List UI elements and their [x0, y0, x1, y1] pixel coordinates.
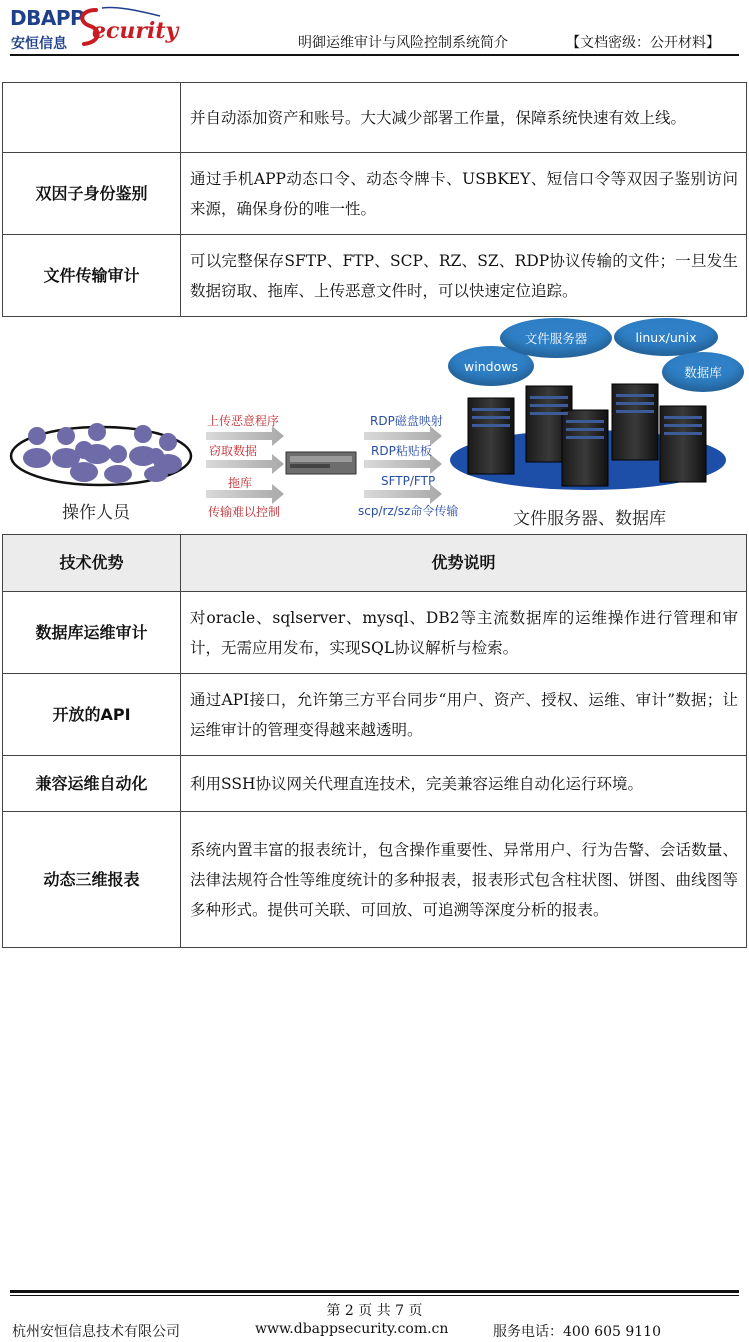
advantage-description-cell: 通过API接口，允许第三方平台同步“用户、资产、授权、运维、审计”数据；让运维审计的管理变得越来越透明。: [181, 674, 747, 756]
table-row: [3, 812, 747, 948]
footer-company-name: 杭州安恒信息技术有限公司: [12, 1324, 180, 1340]
advantage-description-cell: 利用SSH协议网关代理直连技术，完美兼容运维自动化运行环境。: [181, 756, 747, 812]
feature-description-cell: 并自动添加资产和账号。大大减少部署工作量，保障系统快速有效上线。: [181, 83, 747, 153]
blue-label-sftp-ftp: SFTP/FTP: [381, 474, 436, 488]
right-arrows: [364, 426, 442, 504]
left-arrows: [206, 426, 284, 504]
company-logo: [10, 4, 179, 52]
bubble-windows: windows: [448, 346, 534, 386]
advantage-description-cell: 系统内置丰富的报表统计，包含操作重要性、异常用户、行为告警、会话数量、法律法规符合性等维度统计的多种报表，报表形式包含柱状图、饼图、曲线图等多种形式。提供可关联、可回放、可追溯等深度分析的报表。: [181, 812, 747, 948]
footer-service-phone: 服务电话：400 605 9110: [493, 1324, 661, 1340]
advantage-name-cell: 开放的API: [3, 674, 181, 756]
table-row: [3, 235, 747, 317]
blue-label-rdp-disk: RDP磁盘映射: [370, 414, 443, 428]
server-racks: [468, 384, 706, 486]
footer-divider-thick: [10, 1290, 739, 1293]
bubble-linux-unix: linux/unix: [614, 318, 718, 356]
document-secret-level: 【文档密级：公开材料】: [566, 35, 720, 51]
page-number: 第 2 页 共 7 页: [326, 1303, 423, 1319]
servers-caption: 文件服务器、数据库: [513, 509, 666, 529]
advantages-table: [2, 534, 747, 948]
advantage-name-cell: 动态三维报表: [3, 812, 181, 948]
footer-divider-thin: [10, 1295, 739, 1296]
bastion-host-device: [286, 452, 356, 474]
red-label-hard-to-control: 传输难以控制: [208, 505, 281, 519]
table-row: [3, 153, 747, 235]
logo-text-security: ecurity: [92, 18, 179, 44]
advantage-name-cell: 兼容运维自动化: [3, 756, 181, 812]
blue-label-scp-rz-sz: scp/rz/sz命令传输: [358, 504, 459, 518]
operators-caption: 操作人员: [62, 503, 130, 523]
table-row: [3, 756, 747, 812]
table-row: [3, 592, 747, 674]
feature-name-cell: 文件传输审计: [3, 235, 181, 317]
page-header: [0, 0, 749, 56]
advantage-name-cell: 数据库运维审计: [3, 592, 181, 674]
table-row: [3, 674, 747, 756]
bubble-file-server: 文件服务器: [500, 318, 612, 358]
feature-name-cell: 双因子身份鉴别: [3, 153, 181, 235]
logo-text-cn: 安恒信息: [11, 36, 67, 52]
red-label-upload-malware: 上传恶意程序: [207, 414, 280, 428]
bubble-database: 数据库: [662, 352, 744, 392]
file-transfer-audit-diagram: [0, 318, 749, 532]
table-row: [3, 83, 747, 153]
blue-label-rdp-clipboard: RDP粘贴板: [371, 444, 432, 458]
red-label-drag-db: 拖库: [228, 476, 253, 490]
table-header-row: [3, 535, 747, 592]
footer-website-link[interactable]: www.dbappsecurity.com.cn: [255, 1321, 449, 1337]
red-label-data-theft: 窃取数据: [209, 444, 258, 458]
column-header-advantage: 技术优势: [3, 535, 181, 592]
column-header-description: 优势说明: [181, 535, 747, 592]
document-title: 明御运维审计与风险控制系统简介: [298, 35, 508, 51]
header-divider: [10, 54, 739, 56]
feature-table: [2, 82, 747, 317]
advantage-description-cell: 对oracle、sqlserver、mysql、DB2等主流数据库的运维操作进行管理和审计，无需应用发布，实现SQL协议解析与检索。: [181, 592, 747, 674]
logo-text-en: DBAPP: [10, 6, 85, 30]
feature-name-cell: [3, 83, 181, 153]
feature-description-cell: 可以完整保存SFTP、FTP、SCP、RZ、SZ、RDP协议传输的文件；一旦发生数据窃取、拖库、上传恶意文件时，可以快速定位追踪。: [181, 235, 747, 317]
feature-description-cell: 通过手机APP动态口令、动态令牌卡、USBKEY、短信口令等双因子鉴别访问来源，确保身份的唯一性。: [181, 153, 747, 235]
